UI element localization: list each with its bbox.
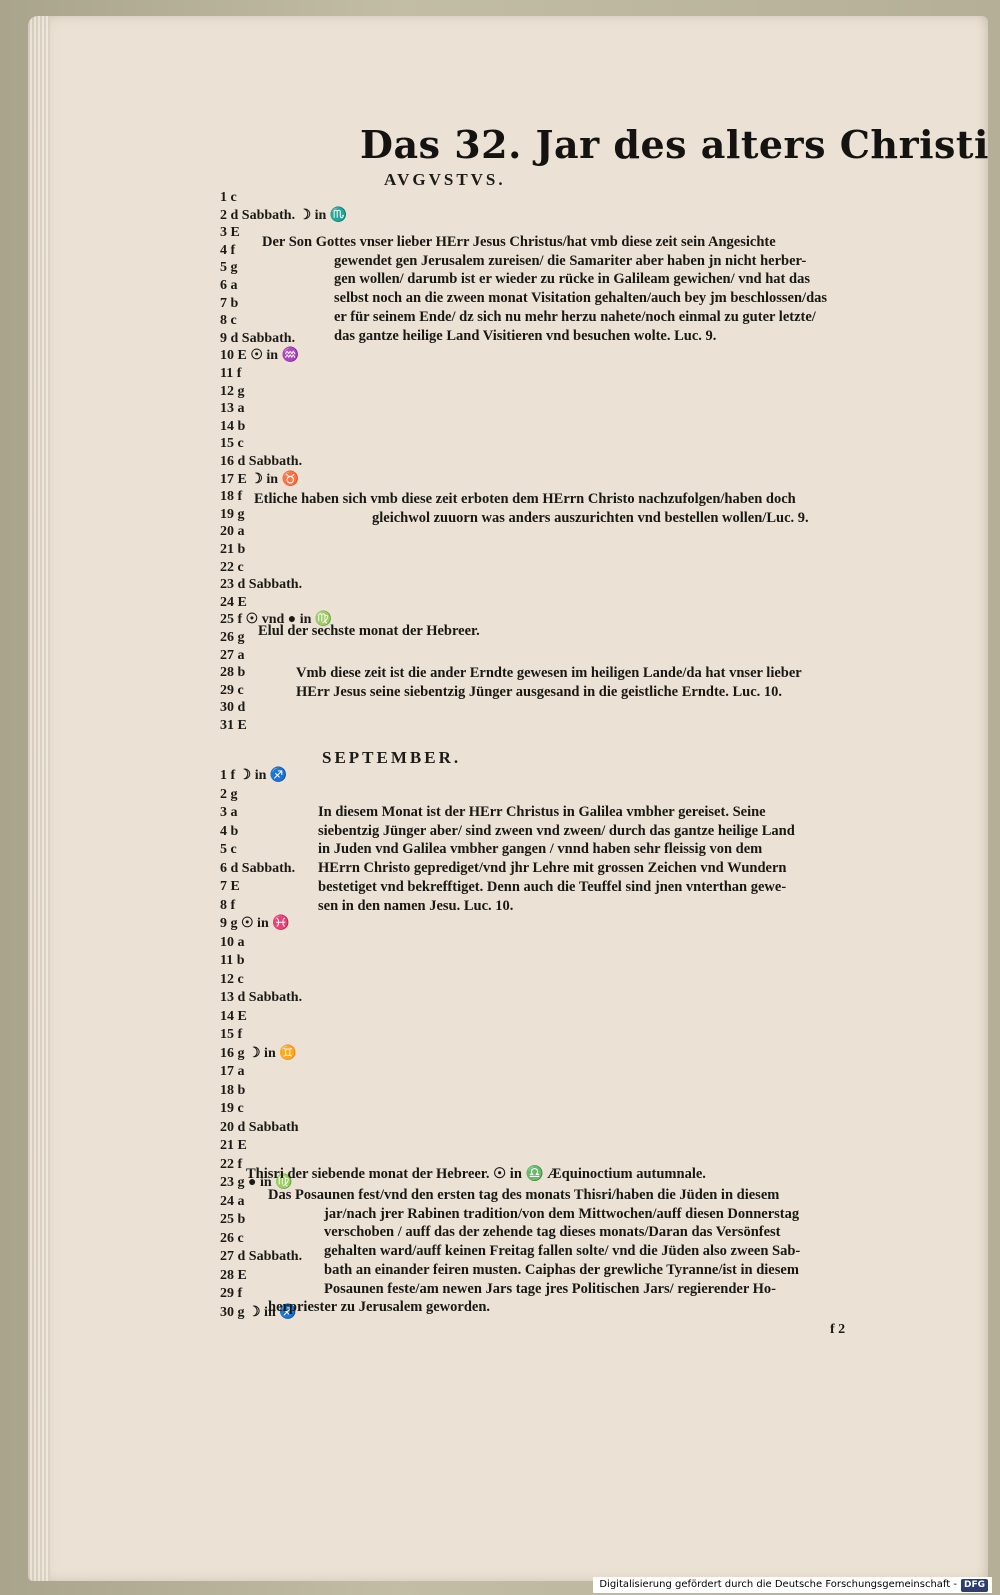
- calendar-day-row: 13 d Sabbath.: [220, 990, 303, 1005]
- calendar-day-row: 21 E: [220, 1138, 247, 1153]
- calendar-day-row: 1 c: [220, 190, 237, 205]
- calendar-day-row: 12 c: [220, 971, 244, 987]
- calendar-day-row: 13 a: [220, 401, 245, 417]
- text-line: siebentzig Jünger aber/ sind zween vnd zween/ durch das gantze heilige Land: [318, 822, 795, 839]
- text-line: verschoben / auff das der zehende tag dieses monats/Daran das Versönfest: [324, 1224, 781, 1241]
- calendar-day-row: 17 a: [220, 1064, 245, 1079]
- september-entry-1: [318, 803, 795, 915]
- text-line: Posaunen feste/am newen Jars tage jres Politischen Jars/ regierender Ho-: [324, 1280, 776, 1297]
- calendar-day-row: 23 d Sabbath.: [220, 577, 303, 593]
- calendar-day-row: 2 d Sabbath. ☽ in ♏: [220, 207, 348, 223]
- august-entry-2: [254, 490, 809, 527]
- text-line: gehalten ward/auff keinen Freitag fallen solte/ vnd die Jüden also zween Sab-: [324, 1243, 801, 1260]
- calendar-day-row: 21 b: [220, 542, 246, 557]
- calendar-day-row: 15 f: [220, 1027, 243, 1042]
- august-entry-4: [296, 664, 802, 701]
- calendar-day-row: 12 g: [220, 383, 245, 399]
- calendar-day-row: 24 E: [220, 594, 247, 610]
- calendar-day-row: 25 b: [220, 1212, 246, 1227]
- calendar-day-row: 30 g ☽ in ♐: [220, 1304, 297, 1320]
- text-line: selbst noch an die zween monat Visitation gehalten/auch bey jm beschlossen/das: [334, 290, 828, 307]
- calendar-day-row: 27 a: [220, 647, 245, 663]
- calendar-day-row: 29 f: [220, 1286, 243, 1301]
- calendar-day-row: 30 d: [220, 700, 246, 716]
- calendar-day-row: 22 f: [220, 1156, 243, 1172]
- calendar-day-row: 10 E ☉ in ♒: [220, 348, 299, 364]
- text-line: Vmb diese zeit ist die ander Erndte gewesen im heiligen Lande/da hat vnser lieber: [296, 665, 802, 681]
- calendar-day-row: 6 d Sabbath.: [220, 860, 296, 876]
- calendar-day-row: 31 E: [220, 718, 247, 733]
- text-line: jar/nach jrer Rabinen tradition/von dem Mittwochen/auff diesen Donnerstag: [324, 1205, 800, 1222]
- calendar-day-row: 3 a: [220, 805, 238, 820]
- calendar-day-row: 11 b: [220, 953, 245, 968]
- text-line: er für seinem Ende/ dz sich nu mehr herzu nahete/noch einmal zu guter letzte/: [334, 308, 816, 325]
- calendar-day-row: 9 g ☉ in ♓: [220, 916, 290, 931]
- calendar-day-row: 8 f: [220, 897, 236, 913]
- month-heading-august: AVGVSTVS.: [384, 170, 506, 189]
- calendar-day-row: 25 f ☉ vnd ● in ♍: [220, 612, 333, 628]
- calendar-day-row: 28 b: [220, 665, 246, 681]
- calendar-day-row: 27 d Sabbath.: [220, 1249, 303, 1264]
- text-line: bestetiget vnd bekrefftiget. Denn auch die Teuffel sind jnen vnterthan gewe-: [318, 878, 787, 895]
- dfg-logo: DFG: [961, 1579, 988, 1592]
- text-line: Etliche haben sich vmb diese zeit erboten dem HErrn Christo nachzufolgen/haben doch: [254, 491, 796, 507]
- calendar-day-row: 17 E ☽ in ♉: [220, 471, 299, 487]
- text-line: gewendet gen Jerusalem zureisen/ die Samariter aber haben jn nicht herber-: [334, 252, 807, 269]
- calendar-day-row: 24 a: [220, 1193, 245, 1209]
- text-line: sen in den namen Jesu. Luc. 10.: [318, 897, 514, 914]
- footer-text: Digitalisierung gefördert durch die Deutsche Forschungsgemeinschaft -: [599, 1579, 957, 1590]
- month-heading-september: SEPTEMBER.: [322, 748, 462, 767]
- signature-mark: f 2: [830, 1322, 846, 1337]
- september-entry-2: [246, 1165, 706, 1184]
- text-line: herpriester zu Jerusalem geworden.: [268, 1299, 491, 1316]
- calendar-day-row: 22 c: [220, 559, 244, 575]
- calendar-day-row: 3 E: [220, 225, 240, 241]
- text-line: gen wollen/ darumb ist er wieder zu rücke in Galileam gewichen/ vnd hat das: [334, 271, 810, 288]
- text-line: Thisri der siebende monat der Hebreer. ☉ in ♎ Æquinoctium autumnale.: [246, 1166, 706, 1182]
- text-line: HErr Jesus seine siebentzig Jünger ausgesand in die geistliche Erndte. Luc. 10.: [296, 683, 783, 700]
- calendar-day-row: 19 c: [220, 1101, 244, 1116]
- calendar-day-row: 6 a: [220, 278, 238, 293]
- calendar-day-row: 7 E: [220, 879, 240, 894]
- calendar-day-row: 5 c: [220, 842, 237, 857]
- calendar-day-row: 4 b: [220, 823, 239, 839]
- calendar-day-row: 9 d Sabbath.: [220, 330, 296, 346]
- text-line: in Juden vnd Galilea vmbher gangen / vnnd haben sehr fleissig von dem: [318, 841, 763, 858]
- calendar-day-row: 19 g: [220, 506, 245, 522]
- calendar-day-row: 23 g ● in ♍: [220, 1175, 293, 1190]
- calendar-day-row: 16 g ☽ in ♊: [220, 1045, 297, 1061]
- calendar-day-row: 11 f: [220, 366, 242, 381]
- text-line: bath an einander feiren musten. Caiphas der grewliche Tyranne/ist in diesem: [324, 1261, 799, 1278]
- calendar-day-row: 10 a: [220, 934, 245, 950]
- calendar-day-row: 26 g: [220, 630, 245, 645]
- calendar-day-row: 26 c: [220, 1230, 244, 1246]
- text-line: gleichwol zuuorn was anders auszurichten vnd bestellen wollen/Luc. 9.: [372, 509, 809, 526]
- calendar-day-row: 14 E: [220, 1008, 247, 1024]
- calendar-day-row: 18 f: [220, 489, 243, 505]
- calendar-day-row: 18 b: [220, 1082, 246, 1098]
- page-edges: [28, 16, 50, 1581]
- calendar-day-row: 28 E: [220, 1267, 247, 1283]
- calendar-day-row: 14 b: [220, 418, 246, 434]
- august-entry-1: [262, 233, 827, 345]
- text-line: In diesem Monat ist der HErr Christus in Galilea vmbher gereiset. Seine: [318, 804, 766, 820]
- text-line: das gantze heilige Land Visitieren vnd besuchen wolte. Luc. 9.: [334, 327, 717, 344]
- calendar-day-row: 29 c: [220, 682, 244, 698]
- text-line: Das Posaunen fest/vnd den ersten tag des monats Thisri/haben die Jüden in diesem: [268, 1187, 780, 1203]
- page-title: Das 32. Jar des alters Christi: [360, 122, 989, 167]
- august-entry-3: [258, 622, 480, 641]
- calendar-day-row: 20 d Sabbath: [220, 1119, 299, 1135]
- calendar-day-row: 4 f: [220, 242, 236, 258]
- calendar-day-row: 20 a: [220, 524, 245, 540]
- text-line: HErrn Christo geprediget/vnd jhr Lehre mit grossen Zeichen vnd Wundern: [318, 860, 787, 877]
- calendar-day-row: 1 f ☽ in ♐: [220, 768, 288, 783]
- calendar-day-row: 5 g: [220, 260, 238, 276]
- september-entry-3: [268, 1186, 800, 1317]
- calendar-day-row: 8 c: [220, 313, 237, 329]
- text-line: Elul der sechste monat der Hebreer.: [258, 623, 480, 639]
- calendar-day-row: 15 c: [220, 436, 244, 452]
- digitization-footer: [593, 1577, 992, 1593]
- calendar-day-row: 2 g: [220, 786, 238, 802]
- calendar-day-row: 16 d Sabbath.: [220, 454, 303, 469]
- text-line: Der Son Gottes vnser lieber HErr Jesus Christus/hat vmb diese zeit sein Angesichte: [262, 234, 776, 250]
- calendar-day-row: 7 b: [220, 295, 239, 311]
